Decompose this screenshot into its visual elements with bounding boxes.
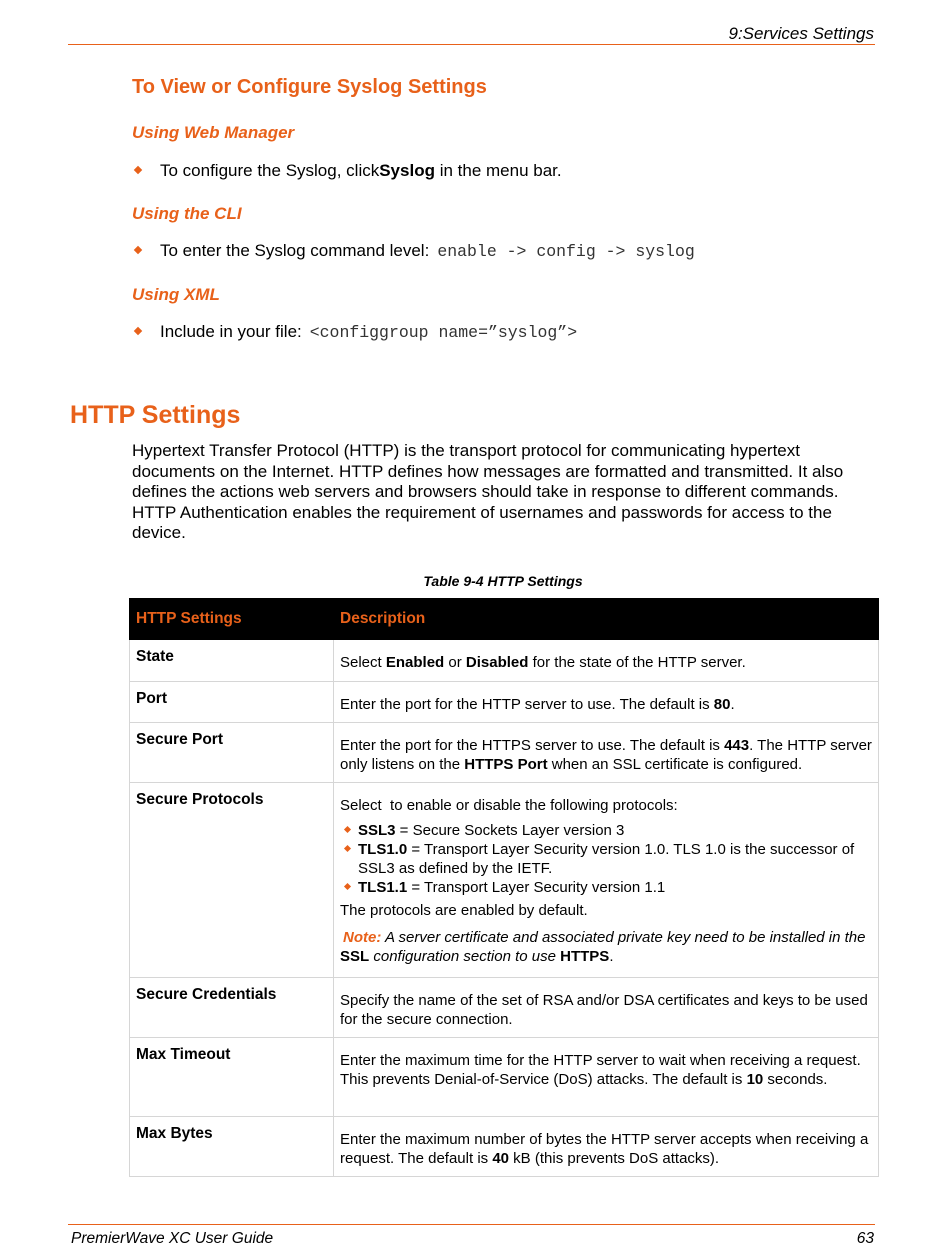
cli-command-code: enable -> config -> syslog <box>437 242 695 261</box>
column-header-description: Description <box>334 599 879 640</box>
syslog-heading: To View or Configure Syslog Settings <box>132 76 487 98</box>
bullet-diamond-icon <box>134 246 142 254</box>
table-row-secure-protocols <box>130 783 879 978</box>
cli-bullet <box>132 241 695 261</box>
protocols-default-text: The protocols are enabled by default. <box>340 902 588 919</box>
xml-heading: Using XML <box>132 285 220 304</box>
web-manager-heading: Using Web Manager <box>132 123 295 142</box>
footer-document-title: PremierWave XC User Guide <box>71 1230 274 1247</box>
row-description: Select Enabled or Disabled for the state of the HTTP server. <box>334 640 879 682</box>
header-rule <box>68 44 875 45</box>
web-manager-bullet <box>132 161 562 181</box>
row-name: Secure Credentials <box>130 978 334 1038</box>
table-caption: Table 9-4 HTTP Settings <box>423 573 583 589</box>
row-description <box>334 783 879 978</box>
http-intro-paragraph: Hypertext Transfer Protocol (HTTP) is the transport protocol for communicating hypertext documents on the Internet. HTTP defines how messages are formatted and transmitted. It also defines the actions web servers and browsers should take in response to different commands. HTTP Authentication enables the requirement of usernames and passwords for access to the device. <box>132 441 844 543</box>
row-name: Max Timeout <box>130 1038 334 1117</box>
bullet-diamond-icon <box>134 327 142 335</box>
bullet-text: To configure the Syslog, click <box>160 161 380 180</box>
page-number: 63 <box>856 1230 874 1247</box>
protocols-note: Note: A server certificate and associated private key need to be installed in the SSL configuration section to use HTTPS. <box>340 929 866 965</box>
row-description: Enter the maximum time for the HTTP server to wait when receiving a request. This prevents Denial-of-Service (DoS) attacks. The default is 10 seconds. <box>334 1038 879 1117</box>
protocol-list <box>340 821 872 897</box>
bullet-text: Include in your file: <box>160 322 302 341</box>
list-item: SSL3 = Secure Sockets Layer version 3 <box>340 821 872 840</box>
table-row-max-bytes <box>130 1117 879 1177</box>
list-item: TLS1.1 = Transport Layer Security version 1.1 <box>340 878 872 897</box>
bullet-diamond-icon <box>344 883 351 890</box>
row-name: State <box>130 640 334 682</box>
row-name: Max Bytes <box>130 1117 334 1177</box>
bullet-diamond-icon <box>344 845 351 852</box>
xml-configgroup-code: <configgroup name=”syslog”> <box>309 323 578 342</box>
footer-rule <box>68 1224 875 1225</box>
xml-bullet <box>132 322 577 342</box>
bullet-text: in the menu bar. <box>434 161 562 180</box>
running-header: 9:Services Settings <box>728 24 874 43</box>
http-settings-heading: HTTP Settings <box>70 401 241 429</box>
table-row-max-timeout <box>130 1038 879 1117</box>
syslog-menu-ref: Syslog <box>379 161 435 180</box>
row-description: Specify the name of the set of RSA and/or DSA certificates and keys to be used for the secure connection. <box>334 978 879 1038</box>
table-row-state <box>130 640 879 682</box>
row-name: Port <box>130 682 334 723</box>
protocols-intro: Select to enable or disable the following protocols: <box>340 797 678 814</box>
table-row-secure-port <box>130 723 879 783</box>
row-description: Enter the maximum number of bytes the HTTP server accepts when receiving a request. The default is 40 kB (this prevents DoS attacks). <box>334 1117 879 1177</box>
bullet-text: To enter the Syslog command level: <box>160 241 430 260</box>
table-header-row <box>130 599 879 640</box>
cli-heading: Using the CLI <box>132 204 242 223</box>
table-row-secure-credentials <box>130 978 879 1038</box>
row-name: Secure Protocols <box>130 783 334 978</box>
row-description: Enter the port for the HTTPS server to use. The default is 443. The HTTP server only listens on the HTTPS Port when an SSL certificate is configured. <box>334 723 879 783</box>
row-description: Enter the port for the HTTP server to use. The default is 80. <box>334 682 879 723</box>
column-header-settings: HTTP Settings <box>130 599 334 640</box>
table-row-port <box>130 682 879 723</box>
bullet-diamond-icon <box>134 166 142 174</box>
row-name: Secure Port <box>130 723 334 783</box>
http-settings-table <box>129 598 879 1177</box>
list-item: TLS1.0 = Transport Layer Security version 1.0. TLS 1.0 is the successor of SSL3 as defined by the IETF. <box>340 840 872 878</box>
bullet-diamond-icon <box>344 826 351 833</box>
